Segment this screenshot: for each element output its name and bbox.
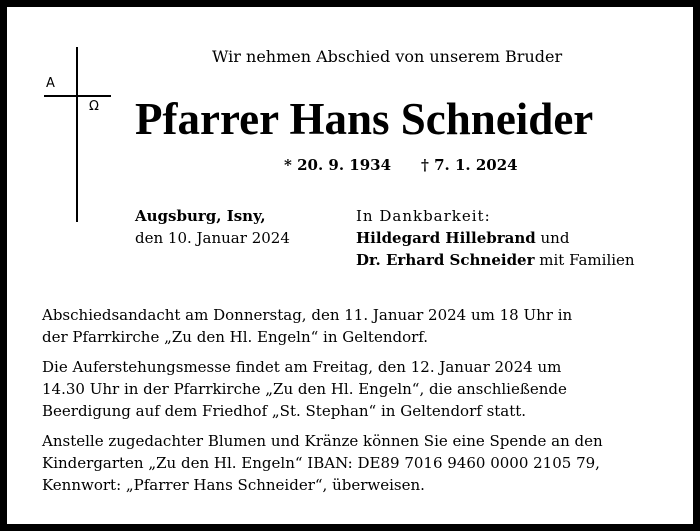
text-line: Beerdigung auf dem Friedhof „St. Stephan“ in Geltendorf statt. — [42, 402, 527, 420]
death-date: † 7. 1. 2024 — [421, 156, 518, 174]
text-line: Anstelle zugedachter Blumen und Kränze können Sie eine Spende an den — [42, 432, 603, 450]
text-line: 14.30 Uhr in der Pfarrkirche „Zu den Hl. Engeln“, die anschließende — [42, 380, 567, 398]
place-line: Augsburg, Isny, — [135, 207, 266, 225]
mourner-line-2 — [356, 249, 635, 271]
families-text: mit Familien — [534, 251, 635, 269]
service-details — [42, 304, 682, 504]
text-line: der Pfarrkirche „Zu den Hl. Engeln“ in Geltendorf. — [42, 328, 429, 346]
thanks-heading: In Dankbarkeit: — [356, 207, 491, 225]
mourner-line-1 — [356, 227, 635, 249]
text-line: Kennwort: „Pfarrer Hans Schneider“, überweisen. — [42, 476, 425, 494]
life-dates — [284, 154, 518, 176]
conjunction-text: und — [535, 229, 570, 247]
omega-symbol: Ω — [89, 99, 99, 114]
cross-horizontal-beam — [44, 95, 111, 97]
text-line: Kindergarten „Zu den Hl. Engeln“ IBAN: DE89 7016 9460 0000 2105 79, — [42, 454, 600, 472]
date-line: den 10. Januar 2024 — [135, 229, 290, 247]
paragraph-mass — [42, 356, 682, 422]
cross-vertical-beam — [76, 47, 78, 222]
text-line: Abschiedsandacht am Donnerstag, den 11. Januar 2024 um 18 Uhr in — [42, 306, 573, 324]
paragraph-farewell — [42, 304, 682, 348]
mourner-name-1: Hildegard Hillebrand — [356, 229, 536, 247]
birth-date: * 20. 9. 1934 — [284, 156, 392, 174]
alpha-symbol: A — [46, 76, 55, 91]
mourner-name-2: Dr. Erhard Schneider — [356, 251, 535, 269]
intro-line: Wir nehmen Abschied von unserem Bruder — [212, 47, 563, 66]
deceased-name: Pfarrer Hans Schneider — [135, 94, 594, 144]
text-line: Die Auferstehungsmesse findet am Freitag, den 12. Januar 2024 um — [42, 358, 562, 376]
paragraph-donation — [42, 430, 682, 496]
place-date-block — [135, 205, 290, 249]
mourners-block — [356, 205, 635, 271]
